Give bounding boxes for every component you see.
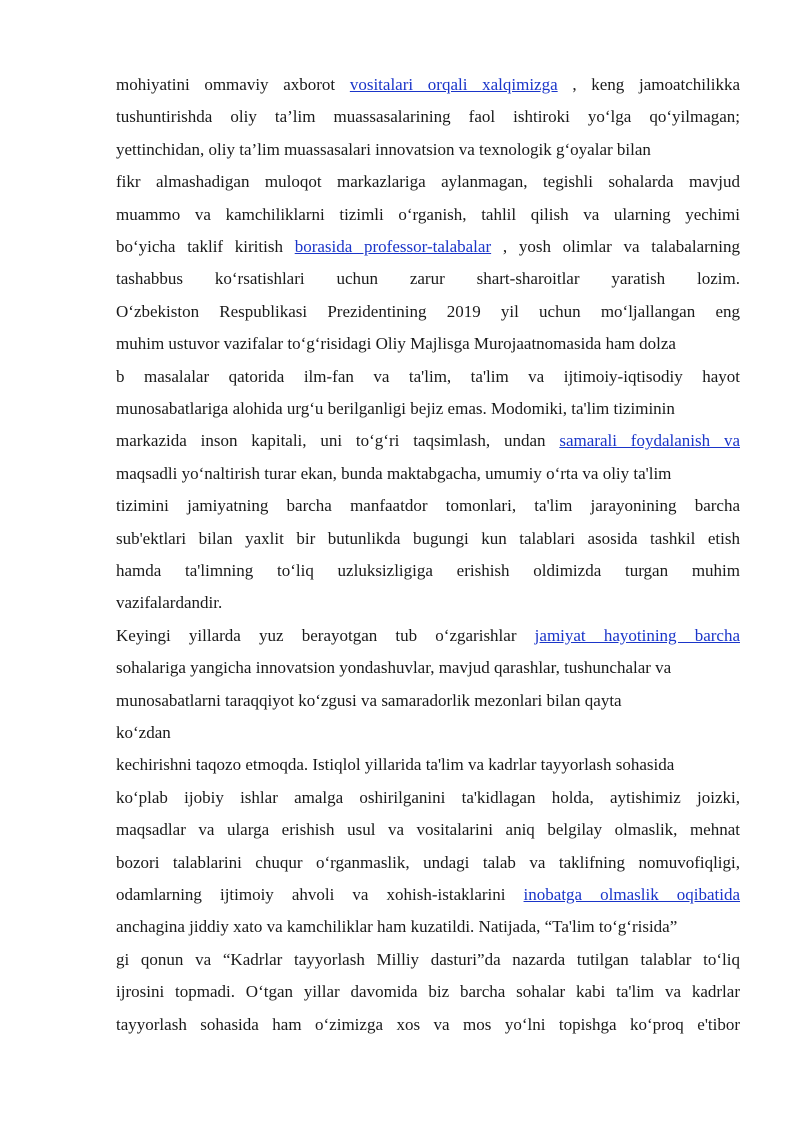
text-segment: maqsadlar va ularga erishish usul va vositalarini aniq belgilay olmaslik, mehnat (116, 820, 740, 840)
text-segment: vazifalardandir. (116, 593, 223, 613)
text-segment: , yosh olimlar va talabalarning (502, 237, 741, 256)
text-line (116, 591, 740, 615)
text-line (116, 332, 740, 356)
text-line (116, 235, 740, 259)
text-line (116, 915, 740, 939)
text-line (116, 786, 740, 810)
text-segment: , keng jamoatchilikka (572, 75, 740, 94)
text-segment: fikr almashadigan muloqot markazlariga aylanmagan, tegishli sohalarda mavjud (116, 172, 740, 192)
text-segment: Keyingi yillarda yuz berayotgan tub o‘zgarishlar (116, 625, 535, 645)
hyperlink[interactable]: borasida professor-talabalar (294, 237, 492, 256)
text-line (116, 300, 740, 324)
text-segment: markazida inson kapitali, uni to‘g‘ri taqsimlash, undan (116, 431, 560, 451)
text-line (116, 559, 740, 583)
text-line (116, 721, 740, 745)
text-line (116, 753, 740, 777)
text-segment: yo‘lga qo‘yilmagan; (587, 107, 741, 127)
text-segment: b masalalar qatorida ilm-fan va ta'lim, ta'lim va ijtimoiy-iqtisodiy hayot (116, 366, 740, 386)
text-segment: yettinchidan, oliy ta’lim muassasalari innovatsion va texnologik g‘oyalar bilan (116, 139, 651, 159)
text-segment: tizimini jamiyatning barcha manfaatdor tomonlari, ta'lim jarayonining barcha (116, 496, 740, 516)
text-line (116, 203, 740, 227)
text-line (116, 105, 740, 129)
text-line (116, 818, 740, 842)
text-segment: ijrosini topmadi. O‘tgan yillar davomida biz barcha sohalar kabi ta'lim va kadrlar (116, 982, 740, 1002)
text-line (116, 138, 740, 162)
text-segment: sub'ektlari bilan yaxlit bir butunlikda bugungi kun talablari asosida tashkil etish (116, 528, 740, 548)
text-segment: munosabatlariga alohida urg‘u berilganligi bejiz emas. Modomiki, ta'lim tiziminin (116, 399, 675, 418)
text-line (116, 397, 740, 421)
text-line (116, 689, 740, 713)
text-segment: munosabatlarni taraqqiyot ko‘zgusi va samaradorlik mezonlari bilan qayta (116, 690, 622, 710)
text-line (116, 948, 740, 972)
text-segment: ko‘zdan (116, 723, 171, 742)
text-segment: kechirishni taqozo etmoqda. Istiqlol yillarida ta'lim va kadrlar tayyorlash sohasida (116, 755, 675, 775)
text-segment: hamda ta'limning to‘liq uzluksizligiga erishish oldimizda turgan muhim (116, 561, 740, 580)
hyperlink[interactable]: vositalari orqali xalqimizga (349, 75, 558, 94)
text-line (116, 170, 740, 194)
text-line (116, 494, 740, 518)
text-segment: tushuntirishda oliy ta’lim muassasalarining faol ishtiroki (116, 107, 570, 127)
text-line (116, 883, 740, 907)
text-line (116, 429, 740, 453)
text-segment: ko‘plab ijobiy ishlar amalga oshirilganini ta'kidlagan holda, aytishimiz joizki, (116, 787, 740, 807)
text-line (116, 624, 740, 648)
text-line (116, 527, 740, 551)
text-segment: tashabbus ko‘rsatishlari uchun zarur shart-sharoitlar yaratish lozim. (116, 269, 740, 289)
text-line (116, 656, 740, 680)
text-line (116, 462, 740, 486)
text-segment: bo‘yicha taklif kiritish (116, 237, 295, 256)
text-line (116, 267, 740, 291)
text-segment: anchagina jiddiy xato va kamchiliklar ham kuzatildi. Natijada, “Ta'lim to‘g‘risida” (116, 917, 678, 937)
text-segment: muhim ustuvor vazifalar to‘g‘risidagi Oliy Majlisga Murojaatnomasida ham dolza (116, 334, 676, 354)
hyperlink[interactable]: jamiyat hayotining barcha (534, 625, 740, 645)
text-line (116, 365, 740, 389)
text-segment: mohiyatini ommaviy axborot (116, 75, 350, 94)
text-line (116, 851, 740, 875)
text-line (116, 980, 740, 1004)
text-segment: O‘zbekiston Respublikasi Prezidentining 2019 yil uchun mo‘ljallangan eng (116, 301, 740, 321)
text-segment: muammo va kamchiliklarni tizimli o‘rganish, tahlil qilish va ularning yechimi (116, 204, 740, 224)
text-segment: maqsadli yo‘naltirish turar ekan, bunda maktabgacha, umumiy o‘rta va oliy ta'lim (116, 463, 672, 483)
text-line (116, 1013, 740, 1037)
hyperlink[interactable]: inobatga olmaslik oqibatida (523, 885, 741, 904)
text-segment: gi qonun va “Kadrlar tayyorlash Milliy dasturi”da nazarda tutilgan talablar to‘liq (116, 949, 740, 969)
text-segment: bozori talablarini chuqur o‘rganmaslik, undagi talab va taklifning nomuvofiqligi, (116, 852, 740, 872)
text-line (116, 73, 740, 97)
text-segment: tayyorlash sohasida ham o‘zimizga xos va mos yo‘lni topishga ko‘proq e'tibor (116, 1014, 740, 1034)
text-segment: odamlarning ijtimoiy ahvoli va xohish-istaklarini (116, 885, 524, 904)
hyperlink[interactable]: samarali foydalanish va (559, 431, 740, 451)
text-segment: sohalariga yangicha innovatsion yondashuvlar, mavjud qarashlar, tushunchalar va (116, 658, 672, 678)
